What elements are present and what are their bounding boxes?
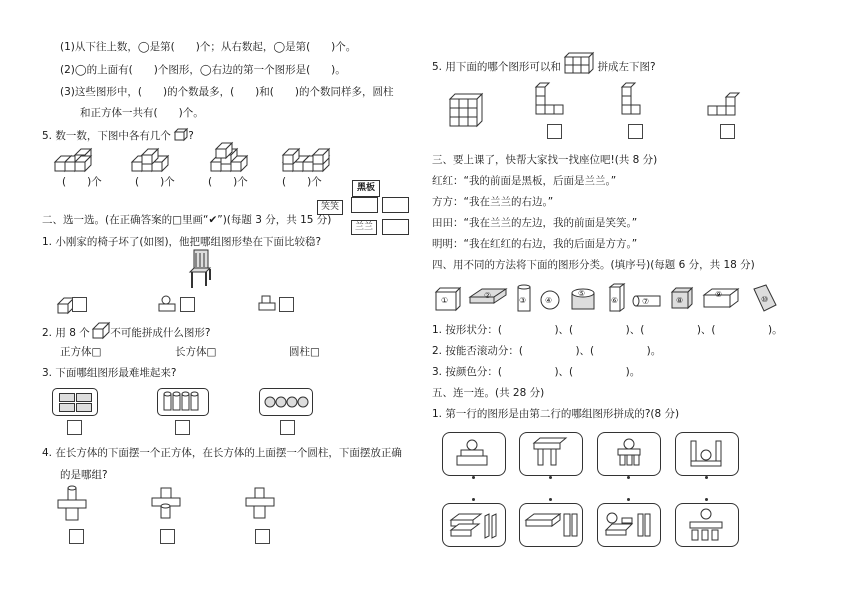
- sec3-line: 田田：“我在兰兰的左边，我的前面是笑笑。”: [432, 217, 638, 229]
- q5-answer-1: ( )个: [62, 176, 102, 188]
- q5-answer-2: ( )个: [135, 176, 175, 188]
- sec3-line: 方方：“我在兰兰的右边。”: [432, 196, 554, 208]
- classify-by-roll: 2. 按能否滚动分：( )、( )。: [432, 345, 662, 357]
- parts-group-2[interactable]: [519, 503, 583, 547]
- q4-line1: (1)从下往上数，◯是第( )个；从右数起，◯是第( )个。: [60, 41, 357, 53]
- classify-by-color: 3. 按颜色分：( )、( )。: [432, 366, 641, 378]
- s2-q2: 2. 用 8 个 不可能拼成什么图形?: [42, 325, 210, 340]
- section4-title: 四、用不同的方法将下面的图形分类。(填序号)(每题 6 分，共 18 分): [432, 259, 755, 271]
- connect-dot[interactable]: [627, 498, 630, 501]
- classify-by-shape: 1. 按形状分：( )、( )、( )、( )。: [432, 324, 783, 336]
- section2-title: 二、选一选。(在正确答案的□里画“✔”)(每题 3 分，共 15 分): [42, 214, 332, 226]
- sec3-line: 明明：“我在红红的右边，我的后面是方方。”: [432, 238, 638, 250]
- connect-dot[interactable]: [705, 498, 708, 501]
- answer-box[interactable]: [628, 124, 643, 139]
- answer-box[interactable]: [547, 124, 562, 139]
- section5-title: 五、连一连。(共 28 分): [432, 387, 545, 399]
- shape-label: ⑩: [761, 295, 769, 304]
- seat-xiaoxiao: 笑笑: [317, 200, 343, 215]
- target-shape-4[interactable]: [675, 432, 739, 476]
- shape-label: ①: [441, 296, 449, 305]
- shape-label: ⑤: [578, 289, 586, 298]
- q5-title: 5. 数一数，下图中各有几个 ?: [42, 130, 194, 142]
- answer-box[interactable]: [160, 529, 175, 544]
- stack-option-c-icon: [259, 388, 313, 416]
- l-shape-b-icon: [620, 82, 650, 124]
- sec3-line: 红红：“我的前面是黑板，后面是兰兰。”: [432, 175, 617, 187]
- q5-answer-4: ( )个: [282, 176, 322, 188]
- seat-box: [351, 197, 378, 213]
- answer-box[interactable]: [255, 529, 270, 544]
- answer-box[interactable]: [69, 529, 84, 544]
- cube-stack-1-icon: [55, 152, 95, 178]
- cube-option-icon: [58, 298, 72, 311]
- q5-answer-3: ( )个: [208, 176, 248, 188]
- small-cube-icon: [93, 325, 107, 338]
- shape-label: ③: [519, 296, 527, 305]
- r-q5: 5. 用下面的哪个图形可以和 拼成左下图?: [432, 52, 656, 80]
- broken-chair-icon: [186, 250, 216, 290]
- parts-group-3[interactable]: [597, 503, 661, 547]
- connect-dot[interactable]: [472, 476, 475, 479]
- seat-box: [382, 197, 409, 213]
- stack-option-b-icon: [157, 388, 209, 416]
- shape-label: ②: [484, 291, 492, 300]
- q4-line4: 和正方体一共有( )个。: [80, 107, 204, 119]
- cube-grid-target-icon: [448, 93, 488, 131]
- small-cube-icon: [174, 128, 188, 141]
- q4-line2: (2)◯的上面有( )个图形，◯右边的第一个图形是( )。: [60, 64, 346, 76]
- cube-stack-2-icon: [132, 152, 172, 178]
- q4-line3: (3)这些图形中，( )的个数最多，( )和( )的个数同样多，圆柱: [60, 86, 394, 98]
- sec5-q1: 1. 第一行的图形是由第二行的哪组图形拼成的?(8 分): [432, 408, 680, 420]
- step-shape-c-icon: [706, 92, 746, 124]
- option-cube[interactable]: 正方体□: [60, 346, 102, 358]
- target-shape-2[interactable]: [519, 432, 583, 476]
- cube-block-icon: [564, 52, 594, 80]
- answer-box[interactable]: [72, 297, 87, 312]
- answer-box[interactable]: [175, 420, 190, 435]
- connect-dot[interactable]: [472, 498, 475, 501]
- shapes-row: [432, 283, 782, 315]
- blocks-option-icon: [258, 296, 278, 312]
- option-cuboid[interactable]: 长方体□: [175, 346, 217, 358]
- s2-q3: 3. 下面哪组图形最难堆起来?: [42, 367, 177, 379]
- shape-label: ④: [545, 296, 553, 305]
- cube-stack-4-icon: [283, 150, 329, 178]
- shape-label: ⑥: [611, 296, 619, 305]
- stack-cuboid-option-c-icon: [243, 488, 277, 530]
- stack-cuboid-option-a-icon: [58, 488, 88, 530]
- s2-q1: 1. 小刚家的椅子坏了(如图)，他把哪组图形垫在下面比较稳?: [42, 236, 322, 248]
- l-shape-a-icon: [534, 82, 564, 124]
- parts-group-1[interactable]: [442, 503, 506, 547]
- parts-group-4[interactable]: [675, 503, 739, 547]
- s2-q4-line1: 4. 在长方体的下面摆一个正方体，在长方体的上面摆一个圆柱，下面摆放正确: [42, 447, 402, 459]
- connect-dot[interactable]: [705, 476, 708, 479]
- cube-stack-3-icon: [211, 145, 251, 178]
- answer-box[interactable]: [279, 297, 294, 312]
- target-shape-1[interactable]: [442, 432, 506, 476]
- seat-box: [382, 219, 409, 235]
- option-cylinder[interactable]: 圆柱□: [289, 346, 320, 358]
- answer-box[interactable]: [180, 297, 195, 312]
- stack-cuboid-option-b-icon: [150, 488, 184, 530]
- s2-q4-line2: 的是哪组?: [60, 469, 108, 481]
- seat-lanlan: 兰兰: [351, 220, 377, 235]
- shape-label: ⑦: [642, 297, 650, 306]
- answer-box[interactable]: [720, 124, 735, 139]
- target-shape-3[interactable]: [597, 432, 661, 476]
- shape-label: ⑧: [676, 296, 684, 305]
- connect-dot[interactable]: [549, 498, 552, 501]
- shape-label: ⑨: [715, 290, 723, 299]
- answer-box[interactable]: [280, 420, 295, 435]
- seat-blackboard: 黑板: [352, 180, 380, 197]
- connect-dot[interactable]: [627, 476, 630, 479]
- shapes-option-icon: [157, 296, 179, 312]
- answer-box[interactable]: [67, 420, 82, 435]
- section3-title: 三、要上课了，快帮大家找一找座位吧!(共 8 分): [432, 154, 658, 166]
- connect-dot[interactable]: [549, 476, 552, 479]
- stack-option-a-icon: [52, 388, 98, 416]
